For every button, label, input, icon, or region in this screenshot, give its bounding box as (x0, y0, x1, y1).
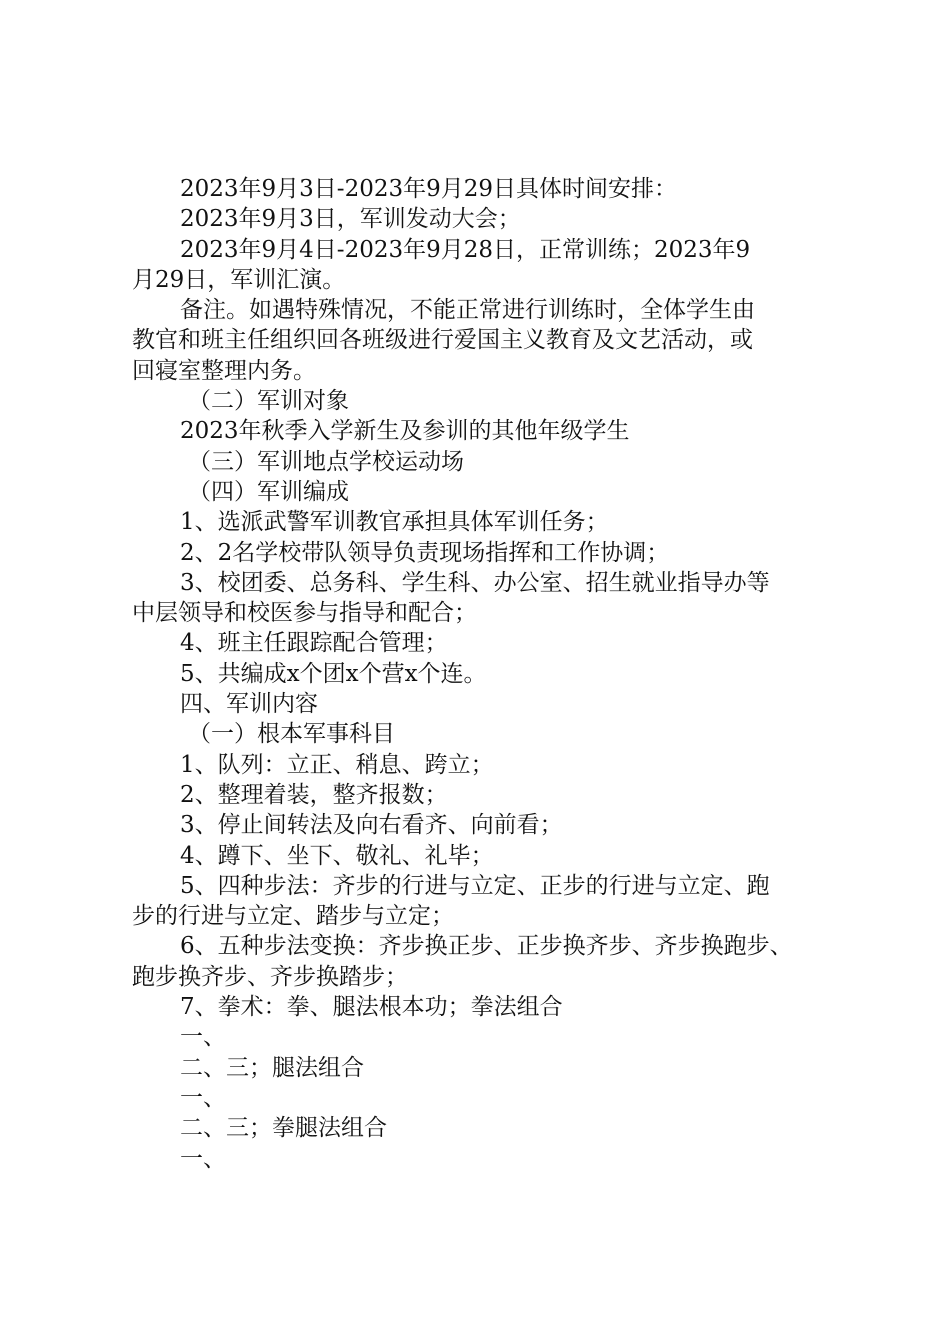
schedule-item: 2023年9月3日，军训发动大会； (180, 206, 521, 233)
paragraph-line: 二、三；拳腿法组合 (180, 1115, 387, 1142)
list-item: 5、共编成x个团x个营x个连。 (180, 660, 487, 687)
list-item: 1、队列：立正、稍息、跨立； (180, 751, 494, 778)
list-item: 3、停止间转法及向右看齐、向前看； (180, 812, 563, 839)
list-item: 1、选派武警军训教官承担具体军训任务； (180, 509, 609, 536)
paragraph-line: 二、三；腿法组合 (180, 1054, 364, 1081)
list-item-continued: 跑步换齐步、齐步换踏步； (132, 963, 408, 990)
list-item: 2、整理着装，整齐报数； (180, 781, 448, 808)
remark-paragraph-continued: 教官和班主任组织回各班级进行爱国主义教育及文艺活动，或 (132, 327, 753, 354)
list-item: 5、四种步法：齐步的行进与立定、正步的行进与立定、跑 (180, 872, 770, 899)
list-item: 3、校团委、总务科、学生科、办公室、招生就业指导办等 (180, 569, 770, 596)
section-heading: （三）军训地点学校运动场 (188, 448, 464, 475)
remark-paragraph-continued: 回寝室整理内务。 (132, 357, 316, 384)
document-body (132, 174, 852, 1174)
list-item: 7、拳术：拳、腿法根本功；拳法组合 (180, 994, 563, 1021)
section-heading: （四）军训编成 (188, 478, 349, 505)
section-heading: （二）军训对象 (188, 388, 349, 415)
schedule-heading: 2023年9月3日-2023年9月29日具体时间安排： (180, 176, 678, 202)
list-item: 2、2名学校带队领导负责现场指挥和工作协调； (180, 539, 670, 566)
list-item: 4、班主任跟踪配合管理； (180, 630, 448, 657)
paragraph-line: 一、 (180, 1145, 226, 1172)
list-item: 4、蹲下、坐下、敬礼、礼毕； (180, 842, 494, 869)
list-item-continued: 步的行进与立定、踏步与立定； (132, 903, 454, 930)
section-heading: 四、军训内容 (180, 691, 318, 718)
schedule-item: 2023年9月4日-2023年9月28日，正常训练；2023年9 (180, 236, 751, 263)
list-item-continued: 中层领导和校医参与指导和配合； (132, 600, 477, 627)
remark-paragraph: 备注。如遇特殊情况，不能正常进行训练时，全体学生由 (180, 297, 755, 324)
paragraph-line: 一、 (180, 1024, 226, 1051)
paragraph-line: 2023年秋季入学新生及参训的其他年级学生 (180, 418, 630, 445)
list-item: 6、五种步法变换：齐步换正步、正步换齐步、齐步换跑步、 (180, 933, 793, 960)
section-heading: （一）根本军事科目 (188, 721, 395, 748)
schedule-item-continued: 月29日，军训汇演。 (132, 266, 346, 293)
paragraph-line: 一、 (180, 1084, 226, 1111)
